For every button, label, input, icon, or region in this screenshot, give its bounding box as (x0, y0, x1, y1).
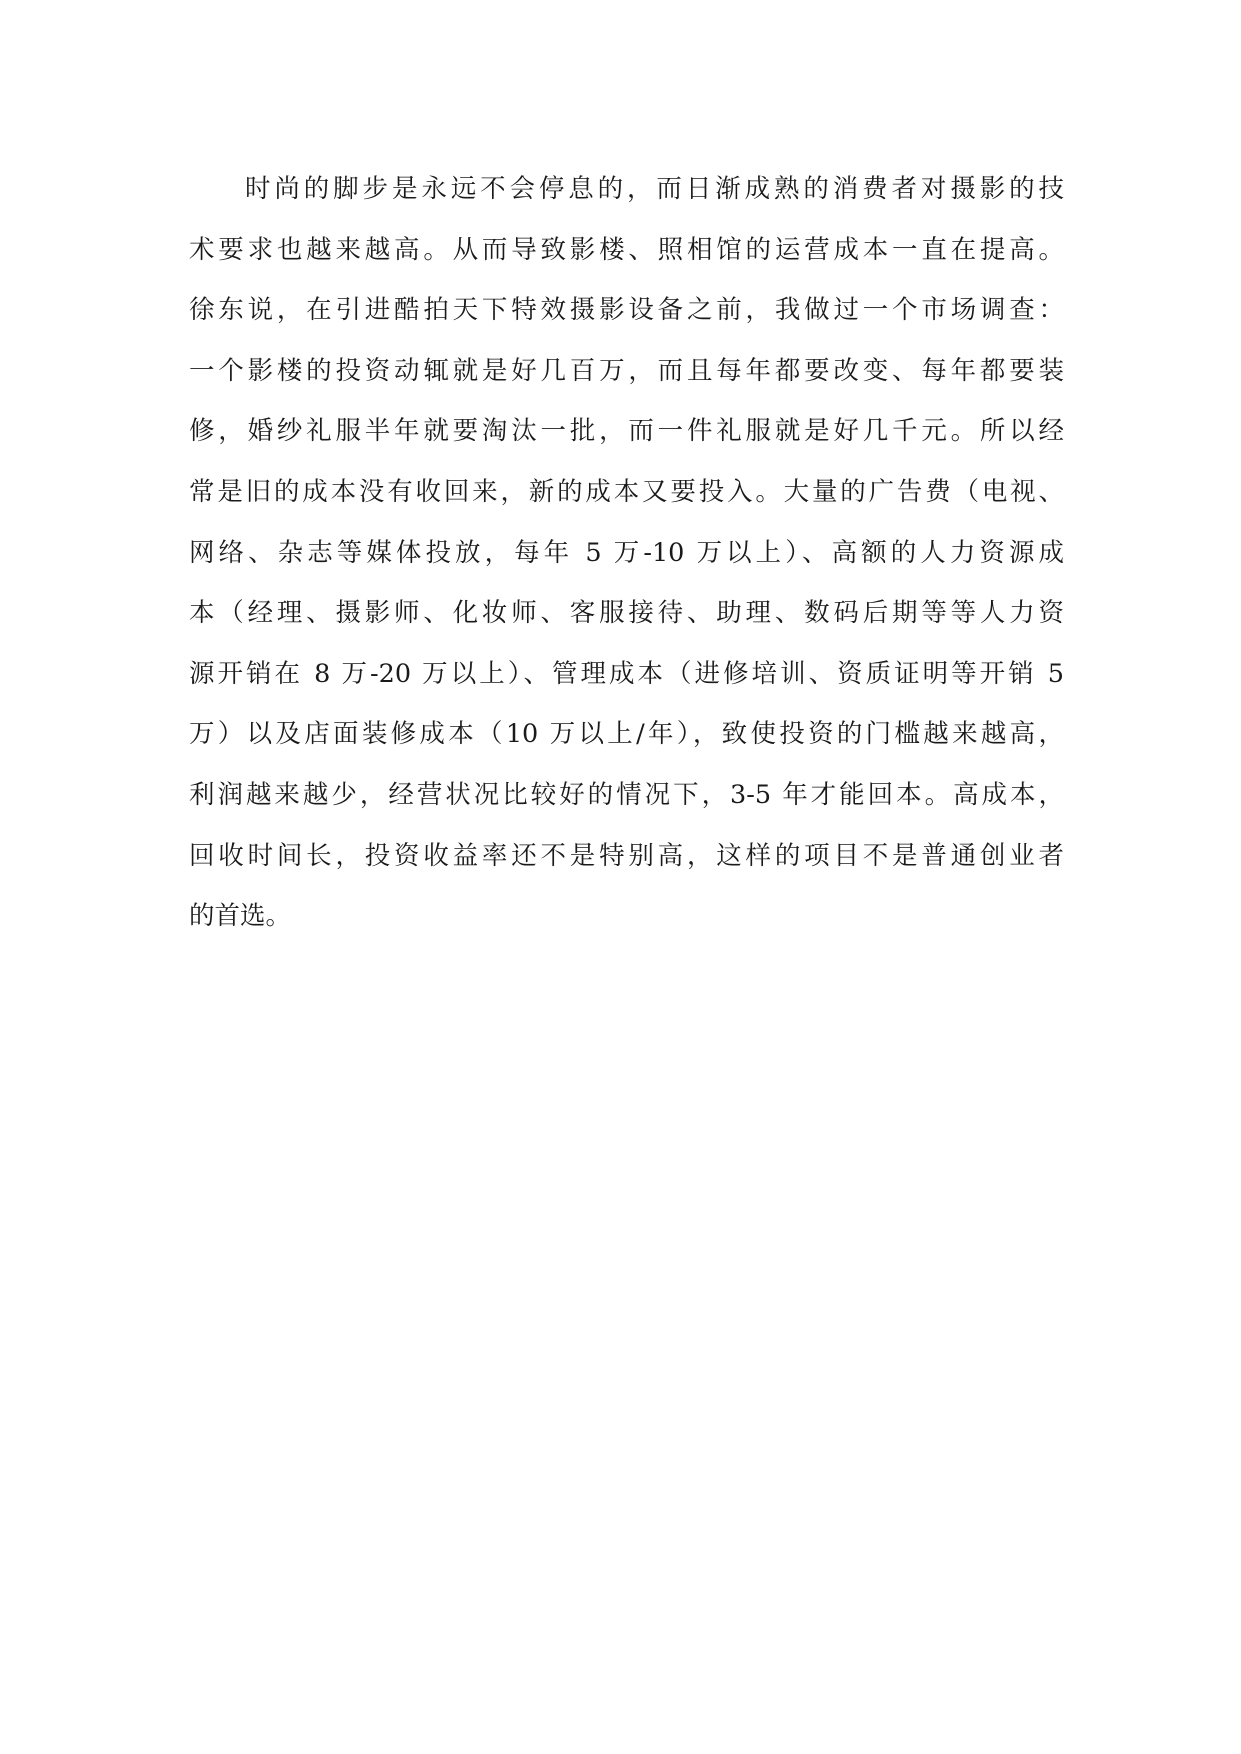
paragraph-line: 网络、杂志等媒体投放，每年 5 万-10 万以上）、高额的人力资源成 (189, 537, 1064, 568)
paragraph-line: 修，婚纱礼服半年就要淘汰一批，而一件礼服就是好几千元。所以经 (189, 416, 1064, 447)
body-paragraph (189, 159, 1064, 947)
paragraph-line: 术要求也越来越高。从而导致影楼、照相馆的运营成本一直在提高。 (189, 234, 1064, 265)
paragraph-line: 利润越来越少，经营状况比较好的情况下，3-5 年才能回本。高成本， (189, 779, 1064, 810)
paragraph-line: 回收时间长，投资收益率还不是特别高，这样的项目不是普通创业者 (189, 840, 1064, 871)
paragraph-line: 本（经理、摄影师、化妆师、客服接待、助理、数码后期等等人力资 (189, 598, 1064, 629)
paragraph-line: 的首选。 (189, 901, 292, 932)
paragraph-line: 万）以及店面装修成本（10 万以上/年），致使投资的门槛越来越高， (189, 719, 1064, 750)
paragraph-line: 一个影楼的投资动辄就是好几百万，而且每年都要改变、每年都要装 (189, 355, 1064, 386)
paragraph-line: 常是旧的成本没有收回来，新的成本又要投入。大量的广告费（电视、 (189, 476, 1064, 507)
paragraph-line: 徐东说，在引进酷拍天下特效摄影设备之前，我做过一个市场调查： (189, 295, 1064, 326)
paragraph-line: 源开销在 8 万-20 万以上）、管理成本（进修培训、资质证明等开销 5 (189, 658, 1064, 689)
paragraph-line: 时尚的脚步是永远不会停息的，而日渐成熟的消费者对摄影的技 (245, 174, 1064, 204)
